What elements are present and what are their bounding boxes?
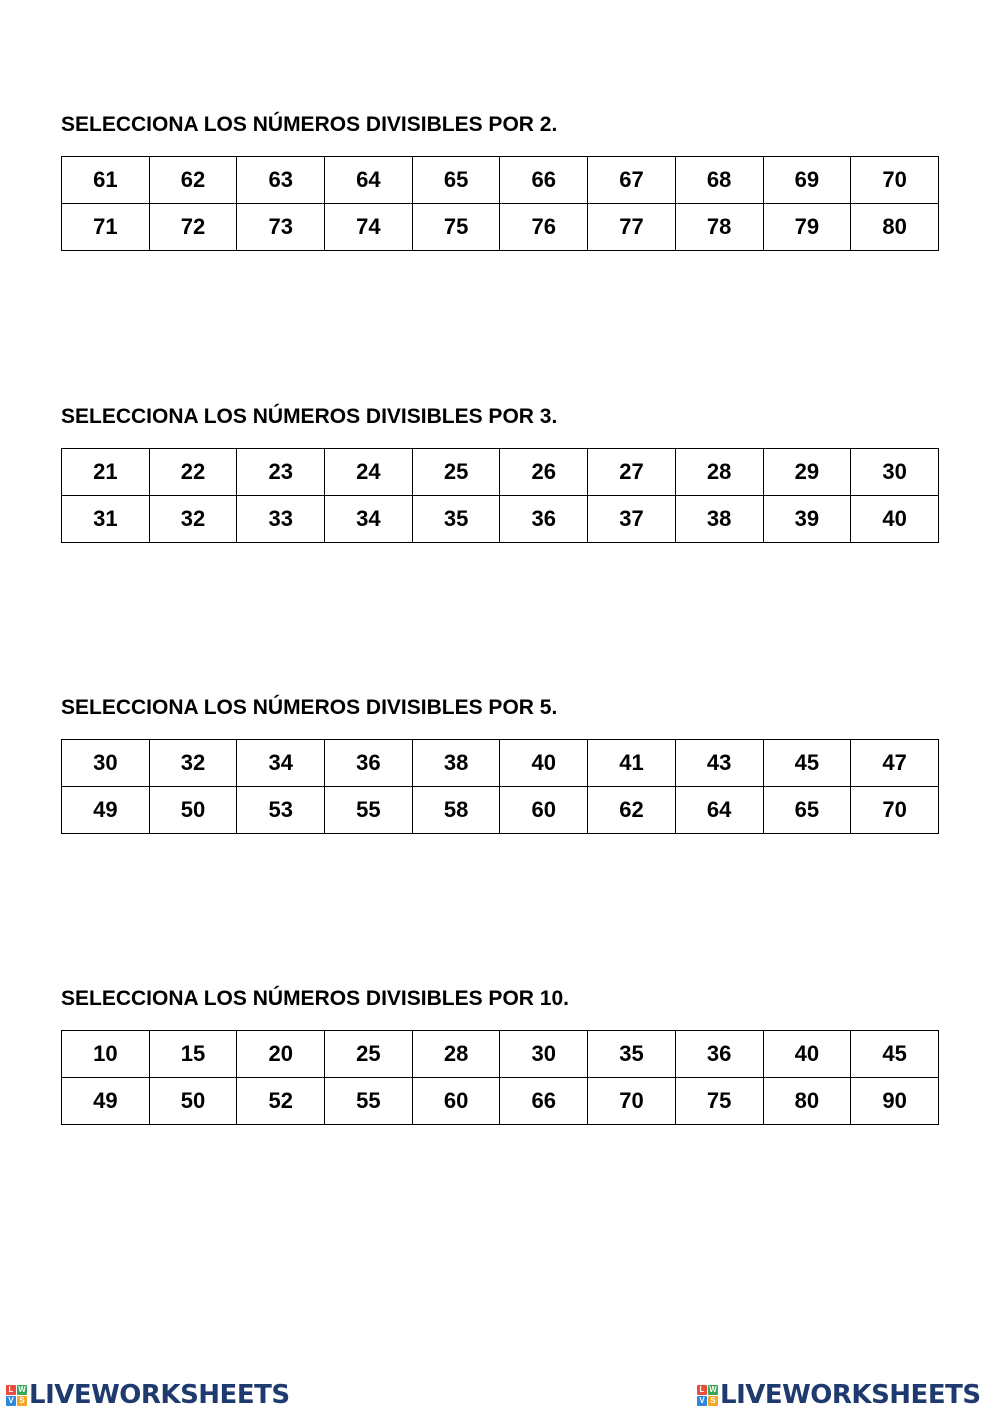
number-grid <box>61 739 939 834</box>
logo-letter: V <box>6 1396 16 1406</box>
section-title: SELECCIONA LOS NÚMEROS DIVISIBLES POR 3. <box>61 405 558 428</box>
table-row <box>62 204 939 251</box>
number-cell[interactable]: 38 <box>675 496 763 543</box>
number-cell[interactable]: 69 <box>763 157 851 204</box>
number-cell[interactable]: 26 <box>500 449 588 496</box>
brand-name: LIVEWORKSHEETS <box>720 1380 981 1410</box>
number-cell[interactable]: 50 <box>149 787 237 834</box>
number-cell[interactable]: 40 <box>500 740 588 787</box>
number-cell[interactable]: 71 <box>62 204 150 251</box>
logo-letter: S <box>708 1396 718 1406</box>
number-cell[interactable]: 38 <box>412 740 500 787</box>
number-grid <box>61 448 939 543</box>
number-cell[interactable]: 58 <box>412 787 500 834</box>
number-cell[interactable]: 45 <box>851 1031 939 1078</box>
number-cell[interactable]: 55 <box>325 787 413 834</box>
number-cell[interactable]: 36 <box>500 496 588 543</box>
logo-letter: W <box>18 1384 26 1394</box>
number-cell[interactable]: 50 <box>149 1078 237 1125</box>
number-cell[interactable]: 21 <box>62 449 150 496</box>
number-cell[interactable]: 37 <box>588 496 676 543</box>
number-cell[interactable]: 15 <box>149 1031 237 1078</box>
number-cell[interactable]: 24 <box>325 449 413 496</box>
logo-letter: L <box>6 1385 16 1395</box>
number-cell[interactable]: 70 <box>851 157 939 204</box>
number-cell[interactable]: 72 <box>149 204 237 251</box>
number-cell[interactable]: 76 <box>500 204 588 251</box>
number-cell[interactable]: 49 <box>62 787 150 834</box>
table-row <box>62 157 939 204</box>
number-cell[interactable]: 10 <box>62 1031 150 1078</box>
number-cell[interactable]: 22 <box>149 449 237 496</box>
table-row <box>62 449 939 496</box>
number-cell[interactable]: 73 <box>237 204 325 251</box>
logo-letter: V <box>697 1396 707 1406</box>
number-cell[interactable]: 63 <box>237 157 325 204</box>
table-row <box>62 787 939 834</box>
number-cell[interactable]: 40 <box>763 1031 851 1078</box>
liveworksheets-logo-icon <box>697 1385 718 1406</box>
section-title: SELECCIONA LOS NÚMEROS DIVISIBLES POR 5. <box>61 696 558 719</box>
number-cell[interactable]: 30 <box>851 449 939 496</box>
number-cell[interactable]: 64 <box>325 157 413 204</box>
liveworksheets-logo-icon <box>6 1385 27 1406</box>
number-cell[interactable]: 47 <box>851 740 939 787</box>
footer-logo-left <box>6 1380 290 1410</box>
section-title: SELECCIONA LOS NÚMEROS DIVISIBLES POR 2. <box>61 113 558 136</box>
number-cell[interactable]: 60 <box>500 787 588 834</box>
number-cell[interactable]: 31 <box>62 496 150 543</box>
number-cell[interactable]: 36 <box>325 740 413 787</box>
number-cell[interactable]: 74 <box>325 204 413 251</box>
number-cell[interactable]: 35 <box>412 496 500 543</box>
number-cell[interactable]: 39 <box>763 496 851 543</box>
number-cell[interactable]: 60 <box>412 1078 500 1125</box>
number-cell[interactable]: 66 <box>500 157 588 204</box>
number-cell[interactable]: 62 <box>149 157 237 204</box>
number-cell[interactable]: 20 <box>237 1031 325 1078</box>
number-cell[interactable]: 34 <box>325 496 413 543</box>
brand-name: LIVEWORKSHEETS <box>29 1380 290 1410</box>
number-cell[interactable]: 61 <box>62 157 150 204</box>
number-cell[interactable]: 53 <box>237 787 325 834</box>
number-cell[interactable]: 29 <box>763 449 851 496</box>
table-row <box>62 496 939 543</box>
number-cell[interactable]: 77 <box>588 204 676 251</box>
number-cell[interactable]: 52 <box>237 1078 325 1125</box>
number-cell[interactable]: 35 <box>588 1031 676 1078</box>
number-cell[interactable]: 70 <box>851 787 939 834</box>
table-row <box>62 1078 939 1125</box>
number-cell[interactable]: 68 <box>675 157 763 204</box>
number-cell[interactable]: 27 <box>588 449 676 496</box>
number-cell[interactable]: 30 <box>62 740 150 787</box>
number-cell[interactable]: 28 <box>675 449 763 496</box>
number-cell[interactable]: 25 <box>412 449 500 496</box>
number-cell[interactable]: 75 <box>675 1078 763 1125</box>
number-cell[interactable]: 90 <box>851 1078 939 1125</box>
number-cell[interactable]: 66 <box>500 1078 588 1125</box>
number-cell[interactable]: 28 <box>412 1031 500 1078</box>
footer-logo-right <box>697 1380 981 1410</box>
table-row <box>62 740 939 787</box>
number-cell[interactable]: 36 <box>675 1031 763 1078</box>
number-cell[interactable]: 80 <box>763 1078 851 1125</box>
section-title: SELECCIONA LOS NÚMEROS DIVISIBLES POR 10. <box>61 987 569 1010</box>
number-cell[interactable]: 64 <box>675 787 763 834</box>
number-grid <box>61 156 939 251</box>
number-cell[interactable]: 40 <box>851 496 939 543</box>
number-cell[interactable]: 67 <box>588 157 676 204</box>
number-cell[interactable]: 41 <box>588 740 676 787</box>
number-cell[interactable]: 23 <box>237 449 325 496</box>
number-cell[interactable]: 32 <box>149 740 237 787</box>
number-cell[interactable]: 79 <box>763 204 851 251</box>
number-cell[interactable]: 62 <box>588 787 676 834</box>
number-cell[interactable]: 34 <box>237 740 325 787</box>
number-cell[interactable]: 33 <box>237 496 325 543</box>
logo-letter: L <box>697 1385 707 1395</box>
number-cell[interactable]: 55 <box>325 1078 413 1125</box>
number-cell[interactable]: 78 <box>675 204 763 251</box>
number-cell[interactable]: 70 <box>588 1078 676 1125</box>
number-cell[interactable]: 80 <box>851 204 939 251</box>
number-grid <box>61 1030 939 1125</box>
number-cell[interactable]: 32 <box>149 496 237 543</box>
number-cell[interactable]: 45 <box>763 740 851 787</box>
number-cell[interactable]: 49 <box>62 1078 150 1125</box>
number-cell[interactable]: 43 <box>675 740 763 787</box>
number-cell[interactable]: 65 <box>412 157 500 204</box>
table-row <box>62 1031 939 1078</box>
number-cell[interactable]: 65 <box>763 787 851 834</box>
number-cell[interactable]: 75 <box>412 204 500 251</box>
number-cell[interactable]: 25 <box>325 1031 413 1078</box>
number-cell[interactable]: 30 <box>500 1031 588 1078</box>
logo-letter: W <box>709 1384 717 1394</box>
logo-letter: S <box>17 1396 27 1406</box>
